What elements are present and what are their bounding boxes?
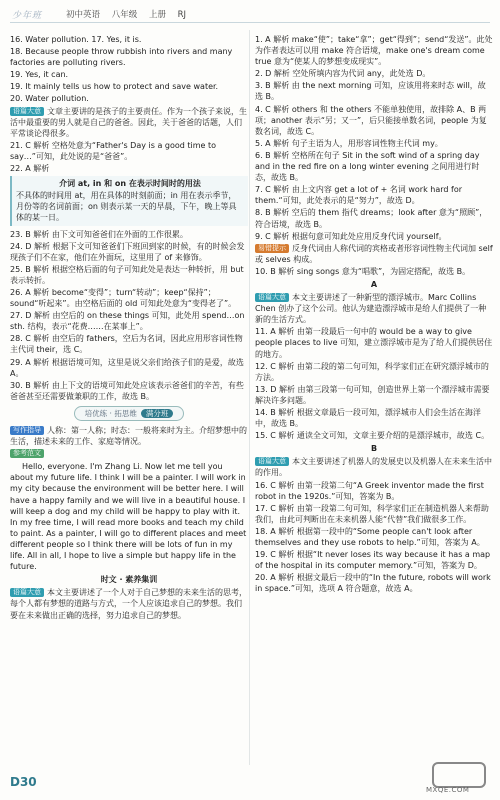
answer-item: 3. B 解析 由 the next morning 可知，应该用将来时态 will，故选 B。 bbox=[255, 81, 486, 102]
answer-item: 6. B 解析 空格所在句子 Sit in the soft wind of a spring day and in the red fire on a long winter evening 之间用进行时态，故选 B。 bbox=[255, 150, 480, 183]
answer-item: 20. Water pollution. bbox=[10, 94, 89, 104]
answer-item: 14. B 解析 根据文章最后一段可知，漂浮城市人们会生活在海洋中，故选 B。 bbox=[255, 408, 481, 429]
section-tag: 易错提示 bbox=[255, 244, 289, 253]
answer-item: 1. A 解析 make“使”；take“拿”；get“得到”；send“发送”。此处为作者表达可以用 make 符合语境，make one's dream come true 意为“使某人的梦想变成现实”。 bbox=[255, 35, 493, 67]
section-tag: 语篇大意 bbox=[10, 107, 44, 116]
answer-item: 29. A 解析 根据语境可知，这里是说父亲们给孩子们的是爱，故选 A。 bbox=[10, 357, 244, 378]
answer-item: 17. C 解析 由第一段第二句可知，科学家们正在制造机器人来帮助我们，由此可判断出在未来机器人能“代替”我们做很多工作。 bbox=[255, 503, 489, 524]
watermark-box bbox=[432, 762, 486, 788]
tagged-note bbox=[10, 425, 248, 447]
answer-item: 22. A 解析 bbox=[10, 164, 50, 174]
answer-item: 19. It mainly tells us how to protect and save water. bbox=[10, 82, 219, 92]
knowledge-text: 不具体的时间用 at，用在具体的时刻前面；in 用在表示季节，月份等的名词前面；on 则表示某一天的早晨，下午，晚上等具体的某一日。 bbox=[16, 191, 237, 223]
answer-item: 16. C 解析 由第一段第二句“A Greek inventor made the first robot in the 1920s.”可知，答案为 B。 bbox=[255, 480, 484, 501]
grade-label: 八年级 bbox=[111, 10, 138, 20]
volume-label: 上册 bbox=[148, 10, 166, 20]
tagged-note bbox=[10, 587, 248, 620]
answer-item: 24. D 解析 根据下文可知爸爸们下班回到家的时候，有的时候会发现孩子们不在家，他们在外面玩，这里用了 of 来修饰。 bbox=[10, 241, 245, 262]
section-tag: 语篇大意 bbox=[10, 588, 44, 597]
section-tag: 语篇大意 bbox=[255, 457, 289, 466]
answer-item: 27. D 解析 由空后的 on these things 可知，此处用 spend…on sth. 结构，表示“花费……在某事上”。 bbox=[10, 311, 245, 332]
page-header bbox=[0, 0, 500, 30]
section-heading: B bbox=[370, 444, 378, 454]
section-heading: A bbox=[370, 279, 378, 289]
section-heading: 时文 · 素养集训 bbox=[100, 575, 158, 585]
answer-item: 12. C 解析 由第二段的第二句可知，科学家们正在研究漂浮城市的方法。 bbox=[255, 361, 489, 382]
answer-item: 9. C 解析 根据句意可知此处应用反身代词 yourself。 bbox=[255, 231, 447, 241]
answer-item: 4. C 解析 others 和 the others 不能单独使用，故排除 A、B 两项；another 表示“另；又一”，后只能接单数名词，people 为复数名词，故选 C。 bbox=[255, 104, 487, 136]
answer-item: 10. B 解析 sing songs 意为“唱歌”，为固定搭配，故选 B。 bbox=[255, 266, 471, 276]
tag-text: 反身代词由人称代词的宾格或者形容词性物主代词加 self 或 selves 构成。 bbox=[255, 243, 493, 264]
header-rule bbox=[10, 22, 490, 23]
answer-item: 28. C 解析 由空后的 fathers，空后为名词，因此应用形容词性物主代词 their，选 C。 bbox=[10, 334, 243, 355]
banner-pill bbox=[74, 406, 185, 421]
edition-label: RJ bbox=[177, 10, 187, 20]
answer-item: 2. D 解析 空处所填内容为代词 any，此处选 D。 bbox=[255, 69, 431, 79]
answer-item: 18. Because people throw rubbish into rivers and many factories are polluting rivers. bbox=[10, 47, 233, 68]
sample-essay bbox=[10, 461, 248, 572]
tagged-note bbox=[10, 448, 248, 459]
column-divider bbox=[249, 30, 250, 765]
tagged-note bbox=[255, 243, 493, 265]
answer-item: 19. C 解析 根据“It never loses its way because it has a map of the hospital in its computer memory.”可知，答案为 D。 bbox=[255, 550, 491, 571]
banner-badge: 满分班 bbox=[141, 409, 174, 418]
tagged-note bbox=[10, 106, 248, 139]
section-tag: 写作指导 bbox=[10, 426, 44, 435]
tag-text: 本文主要讲述了一种新型的漂浮城市。Marc Collins Chen 创办了这个公司。他认为建造漂浮城市是给人们提供了一种新的生活方式。 bbox=[255, 293, 487, 325]
knowledge-title: 介词 at, in 和 on 在表示时间时的用法 bbox=[59, 179, 201, 189]
answer-item: 25. B 解析 根据空格后面的句子可知此处是表达一种转折，用 but 表示转折。 bbox=[10, 264, 244, 285]
answer-item: 7. C 解析 由上文内容 get a lot of + 名词 work hard for them.“可知，此处表示的是“努力”，故选 D。 bbox=[255, 185, 462, 206]
tagged-note bbox=[255, 292, 493, 325]
tagged-note bbox=[255, 456, 493, 478]
right-column bbox=[255, 34, 493, 596]
tag-text: 本文主要讲述了一个人对于自己梦想的未来生活的思考，每个人都有梦想的道路与方式，一个人应该追求自己的梦想。我们要在未来做出正确的选择，努力追求自己的梦想。 bbox=[10, 588, 247, 620]
knowledge-box bbox=[10, 176, 248, 225]
answer-item: 11. A 解析 由第一段最后一句中的 would be a way to give people places to live 可知，建立漂浮城市是为了给人们提供居住的地方。 bbox=[255, 327, 493, 359]
watermark-text: MXQE.COM bbox=[426, 786, 470, 794]
answer-item: 13. D 解析 由第三段第一句可知，创造世界上第一个漂浮城市需要解决许多问题。 bbox=[255, 384, 490, 405]
section-tag: 参考范文 bbox=[10, 449, 44, 458]
brand-logo: 少年班 bbox=[12, 11, 43, 21]
tag-text: 本文主要讲述了机器人的发展史以及机器人在未来生活中的作用。 bbox=[255, 457, 492, 478]
tag-text: 文章主要讲的是孩子的主要责任。作为一个孩子来说，生活中最重要的男人就是自己的爸爸。因此，关于爸爸的话题，人们平常谈论得很多。 bbox=[10, 106, 247, 138]
tag-text: 人称：第一人称；时态：一般将来时为主。介绍梦想中的生活，描述未来的工作、家庭等情况。 bbox=[10, 426, 247, 447]
answer-item: 26. A 解析 become“变得”；turn“转动”；keep“保持”；sound“听起来”。由空格后面的 old 可知此处意为“变得老了”。 bbox=[10, 287, 237, 309]
section-banner bbox=[10, 406, 248, 421]
section-tag: 语篇大意 bbox=[255, 293, 289, 302]
answer-item: 23. B 解析 由下文可知爸爸们在外面的工作很累。 bbox=[10, 229, 188, 239]
answer-item: 21. C 解析 空格处意为“Father's Day is a good time to say…”可知，此处说的是“爸爸”。 bbox=[10, 140, 217, 161]
answer-item: 20. A 解析 根据文最后一段中的“In the future, robots will work in space.”可知，选项 A 符合题意，故选 A。 bbox=[255, 573, 491, 594]
banner-text: 培优练 · 拓思维 bbox=[84, 408, 137, 418]
book-meta bbox=[66, 8, 195, 20]
page-number: D30 bbox=[10, 775, 37, 789]
answer-item: 15. C 解析 通读全文可知，文章主要介绍的是漂浮城市，故选 C。 bbox=[255, 431, 490, 441]
answer-item: 30. B 解析 由上下文的语境可知此处应该表示爸爸们的辛苦，有些爸爸甚至还需要做兼职的工作，故选 B。 bbox=[10, 380, 244, 401]
essay-paragraph: Hello, everyone. I'm Zhang Li. Now let me tell you about my future life. I think I will be a painter. I will work in my city because the environment will be better here. I will have a happy family and we will live in a beautiful house. I will keep a dog and my child will be happy to play with it. In my free time, I will read more books and teach my child to paint. As a painter, I will go to different places and meet different people so I think there will be lots of fun in my life. All in all, I hope to live a simple but happy life in the future. bbox=[10, 462, 247, 572]
watermark-logo bbox=[426, 762, 488, 794]
answer-item: 16. Water pollution. 17. Yes, it is. bbox=[10, 35, 142, 44]
left-column bbox=[10, 34, 248, 622]
subject-label: 初中英语 bbox=[66, 10, 101, 20]
answer-item: 5. A 解析 句子主语为人，用形容词性物主代词 my。 bbox=[255, 138, 443, 148]
answer-item: 8. B 解析 空后的 them 指代 dreams；look after 意为“照顾”，符合语境，故选 B。 bbox=[255, 208, 488, 229]
answer-item: 19. Yes, it can. bbox=[10, 70, 69, 80]
answer-item: 18. A 解析 根据第一段中的“Some people can't look after themselves and they use robots to help.”可知，答案为 A。 bbox=[255, 526, 485, 548]
